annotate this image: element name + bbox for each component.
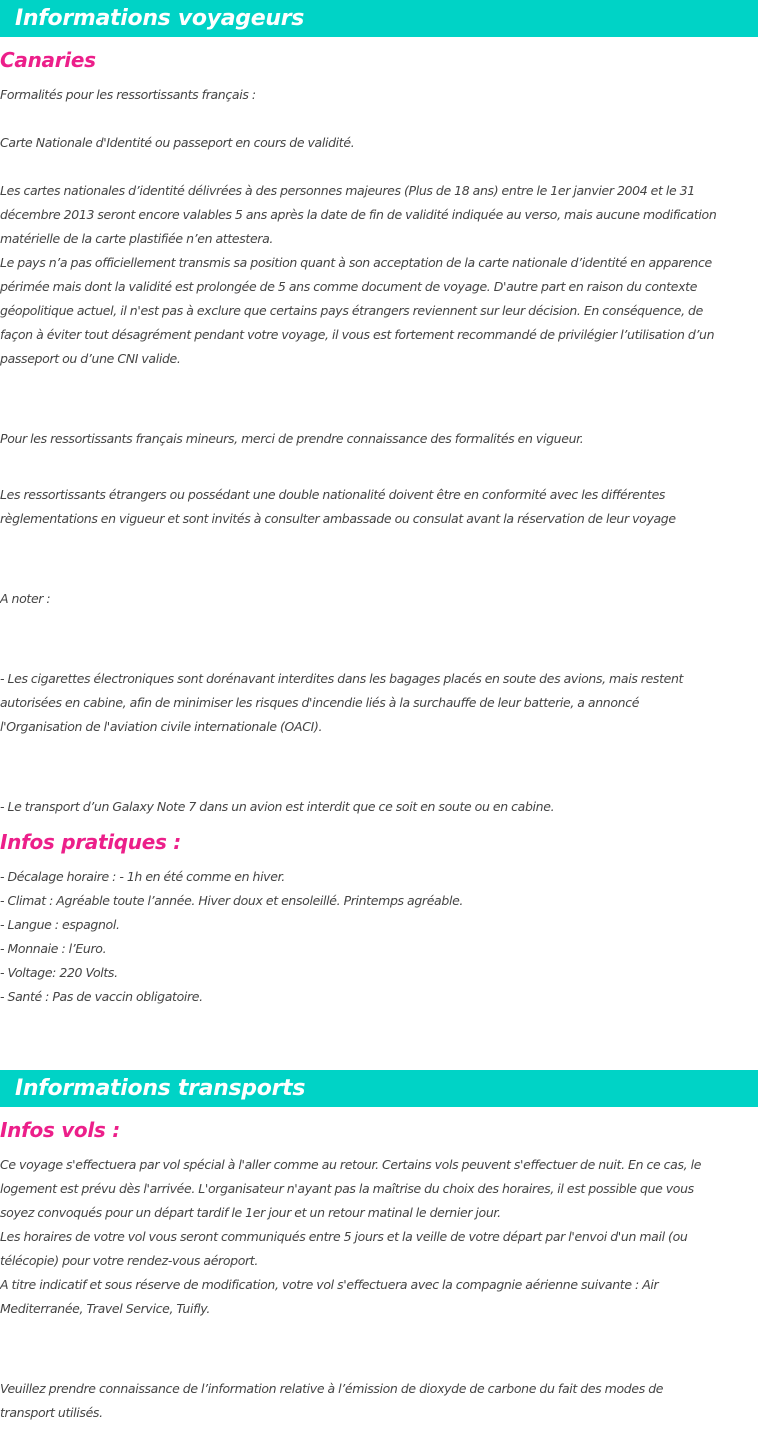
mineurs-text: Pour les ressortissants français mineurs, merci de prendre connaissance des formalités en vigueur.: [0, 431, 584, 446]
cni-paragraph-line: périmée mais dont la validité est prolongée de 5 ans comme document de voyage. D'autre part en raison du contexte: [0, 279, 698, 294]
info-item-langue: - Langue : espagnol.: [0, 917, 120, 932]
cni-paragraph-line: matérielle de la carte plastifiée n’en attestera.: [0, 231, 274, 246]
a-noter-label: A noter :: [0, 591, 51, 606]
cni-paragraph-line: Les cartes nationales d’identité délivrées à des personnes majeures (Plus de 18 ans) entre le 1er janvier 2004 et le 31: [0, 183, 695, 198]
cni-paragraph-line: façon à éviter tout désagrément pendant votre voyage, il vous est fortement recommandé de privilégier l’utilisation d’un: [0, 327, 715, 342]
info-item-voltage: - Voltage: 220 Volts.: [0, 965, 118, 980]
galaxy-note-text: - Le transport d’un Galaxy Note 7 dans un avion est interdit que ce soit en soute ou en cabine.: [0, 799, 555, 814]
cigarettes-line: l'Organisation de l'aviation civile internationale (OACI).: [0, 719, 323, 734]
vols-paragraph-line: Les horaires de votre vol vous seront communiqués entre 5 jours et la veille de votre départ par l'envoi d'un mail (ou: [0, 1229, 688, 1244]
infos-pratiques-list: [0, 865, 758, 1009]
vols-paragraph-line: télécopie) pour votre rendez-vous aéroport.: [0, 1253, 258, 1268]
vols-paragraph-line: logement est prévu dès l'arrivée. L'organisateur n'ayant pas la maîtrise du choix des horaires, il est possible que vous: [0, 1181, 694, 1196]
vols-paragraph-line: Ce voyage s'effectuera par vol spécial à l'aller comme au retour. Certains vols peuvent s'effectuer de nuit. En ce cas, le: [0, 1157, 702, 1172]
info-item-climat: - Climat : Agréable toute l’année. Hiver doux et ensoleillé. Printemps agréable.: [0, 893, 464, 908]
cigarettes-line: autorisées en cabine, afin de minimiser les risques d'incendie liés à la surchauffe de leur batterie, a annoncé: [0, 695, 640, 710]
info-item-monnaie: - Monnaie : l’Euro.: [0, 941, 107, 956]
formalites-title: Formalités pour les ressortissants français :: [0, 87, 256, 102]
cni-paragraph-line: passeport ou d’une CNI valide.: [0, 351, 181, 366]
infos-vols-title: Infos vols :: [0, 1118, 120, 1142]
infos-pratiques-title: Infos pratiques :: [0, 830, 181, 854]
co2-line: transport utilisés.: [0, 1405, 103, 1420]
vols-paragraph-line: Mediterranée, Travel Service, Tuifly.: [0, 1301, 211, 1316]
destination-title: Canaries: [0, 48, 96, 72]
section-banner: Informations voyageurs: [0, 0, 758, 37]
section-informations-transports: [0, 1070, 758, 1425]
vols-paragraph-line: A titre indicatif et sous réserve de modification, votre vol s'effectuera avec la compagnie aérienne suivante : Air: [0, 1277, 659, 1292]
id-doc-text: Carte Nationale d'Identité ou passeport en cours de validité.: [0, 135, 355, 150]
co2-line: Veuillez prendre connaissance de l’information relative à l’émission de dioxyde de carbone du fait des modes de: [0, 1381, 664, 1396]
cni-paragraph-line: décembre 2013 seront encore valables 5 ans après la date de fin de validité indiquée au verso, mais aucune modification: [0, 207, 717, 222]
etrangers-line: Les ressortissants étrangers ou possédant une double nationalité doivent être en conformité avec les différentes: [0, 487, 666, 502]
formalites-block: [0, 83, 758, 819]
cni-paragraph-line: géopolitique actuel, il n'est pas à exclure que certains pays étrangers reviennent sur leur décision. En conséquence, de: [0, 303, 703, 318]
section-banner: Informations transports: [0, 1070, 758, 1107]
infos-vols-block: [0, 1153, 758, 1425]
cigarettes-line: - Les cigarettes électroniques sont dorénavant interdites dans les bagages placés en soute des avions, mais restent: [0, 671, 684, 686]
vols-paragraph-line: soyez convoqués pour un départ tardif le 1er jour et un retour matinal le dernier jour.: [0, 1205, 501, 1220]
info-item-decalage: - Décalage horaire : - 1h en été comme en hiver.: [0, 869, 285, 884]
cni-paragraph-line: Le pays n’a pas officiellement transmis sa position quant à son acceptation de la carte nationale d’identité en apparence: [0, 255, 712, 270]
etrangers-line: règlementations en vigueur et sont invités à consulter ambassade ou consulat avant la réservation de leur voyage: [0, 511, 676, 526]
info-item-sante: - Santé : Pas de vaccin obligatoire.: [0, 989, 203, 1004]
